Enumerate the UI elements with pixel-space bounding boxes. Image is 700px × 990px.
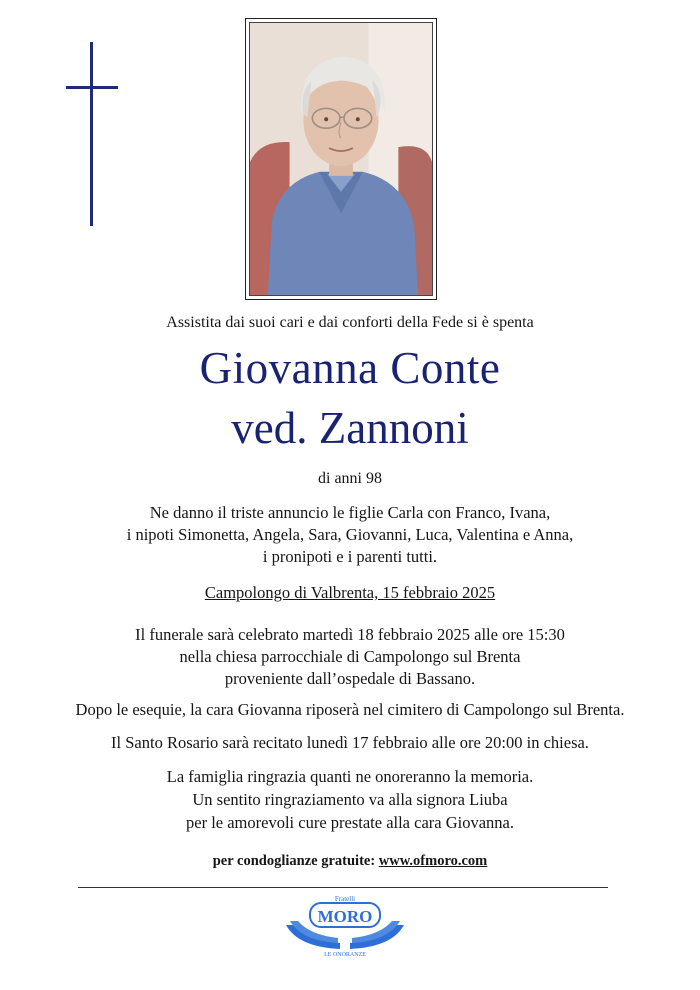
thanks-line: Un sentito ringraziamento va alla signora Liuba (192, 790, 508, 809)
portrait-image (250, 23, 432, 295)
logo-top-text: Fratelli (334, 895, 356, 903)
divider (78, 887, 608, 888)
married-name: ved. Zannoni (231, 403, 469, 453)
age-text: di anni 98 (318, 470, 382, 487)
logo-bottom-text: LE ONORANZE (324, 952, 366, 957)
deceased-name: Giovanna Conte (199, 343, 501, 393)
burial-info: Dopo le esequie, la cara Giovanna riposerà nel cimitero di Campolongo sul Brenta. (75, 700, 625, 719)
thanks-text (0, 765, 700, 834)
portrait-photo (245, 18, 437, 300)
condolences (0, 853, 700, 870)
intro-text: Assistita dai suoi cari e dai conforti della Fede si è spenta (166, 314, 534, 331)
condolences-link[interactable]: www.ofmoro.com (378, 853, 488, 869)
rosary-info: Il Santo Rosario sarà recitato lunedì 17 febbraio alle ore 20:00 in chiesa. (111, 733, 589, 752)
announcement-line: i pronipoti e i parenti tutti. (262, 547, 438, 566)
thanks-line: La famiglia ringrazia quanti ne onoreranno la memoria. (166, 767, 534, 786)
announcement-line: Ne danno il triste annuncio le figlie Carla con Franco, Ivana, (149, 503, 551, 522)
logo-main-text: MORO (317, 907, 373, 926)
place-date-text: Campolongo di Valbrenta, 15 febbraio 2025 (204, 583, 496, 602)
cross-icon (66, 42, 118, 226)
condolences-label: per condoglianze gratuite: (212, 853, 376, 869)
funeral-home-logo (280, 895, 410, 957)
hands-logo-icon (280, 895, 410, 957)
funeral-info (0, 624, 700, 690)
funeral-line: Il funerale sarà celebrato martedì 18 febbraio 2025 alle ore 15:30 (135, 625, 565, 644)
place-date (0, 583, 700, 603)
funeral-line: proveniente dall’ospedale di Bassano. (224, 669, 476, 688)
announcement-line: i nipoti Simonetta, Angela, Sara, Giovanni, Luca, Valentina e Anna, (126, 525, 574, 544)
funeral-line: nella chiesa parrocchiale di Campolongo sul Brenta (179, 647, 521, 666)
thanks-line: per le amorevoli cure prestate alla cara Giovanna. (186, 813, 514, 832)
announcement (0, 502, 700, 568)
